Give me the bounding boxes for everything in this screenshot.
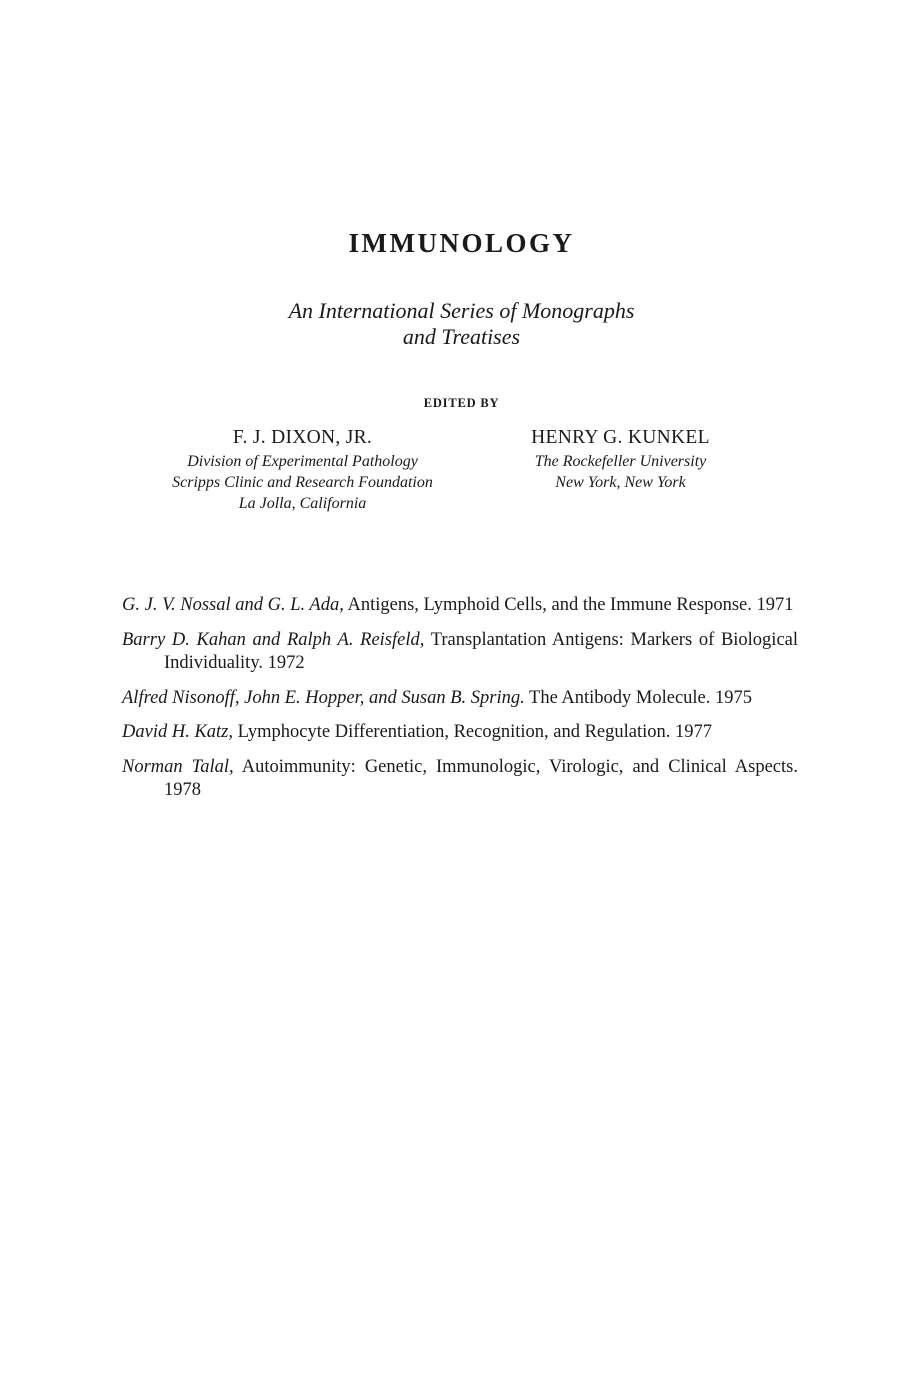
book-entry	[122, 629, 798, 676]
book-title: The Antibody Molecule. 1975	[529, 687, 753, 708]
editor-name: HENRY G. KUNKEL	[531, 427, 710, 448]
book-authors: Alfred Nisonoff, John E. Hopper, and Susan B. Spring.	[122, 687, 525, 708]
editor-affiliation-line: La Jolla, California	[238, 495, 367, 512]
series-subtitle	[0, 298, 923, 350]
book-authors: Norman Talal,	[122, 756, 234, 777]
editor-name: F. J. DIXON, JR.	[232, 427, 373, 448]
book-authors: Barry D. Kahan and Ralph A. Reisfeld,	[122, 629, 425, 650]
editor-dixon	[130, 425, 475, 514]
book-title: Lymphocyte Differentiation, Recognition, and Regulation. 1977	[237, 722, 713, 742]
editor-kunkel	[478, 425, 763, 493]
book-title: Antigens, Lymphoid Cells, and the Immune Response. 1971	[347, 595, 794, 615]
book-authors: David H. Katz,	[122, 722, 233, 742]
book-title: Autoimmunity: Genetic, Immunologic, Virologic, and Clinical Aspects. 1978	[164, 756, 798, 800]
book-title: Transplantation Antigens: Markers of Biological Individuality. 1972	[164, 629, 799, 673]
book-authors: G. J. V. Nossal and G. L. Ada,	[122, 595, 344, 615]
editor-affiliation-line: The Rockefeller University	[534, 453, 707, 470]
book-entry	[122, 756, 798, 803]
series-title: IMMUNOLOGY	[348, 228, 575, 258]
editor-affiliation-line: New York, New York	[555, 474, 686, 491]
book-list	[122, 594, 798, 814]
subtitle-line-1: An International Series of Monographs	[288, 298, 635, 323]
editor-affiliation-line: Scripps Clinic and Research Foundation	[172, 474, 433, 491]
book-entry	[122, 594, 798, 618]
book-entry	[122, 721, 798, 745]
editor-affiliation-line: Division of Experimental Pathology	[187, 453, 418, 470]
edited-by-label: EDITED BY	[423, 396, 500, 410]
subtitle-line-2: and Treatises	[402, 324, 521, 349]
book-entry	[122, 687, 798, 711]
